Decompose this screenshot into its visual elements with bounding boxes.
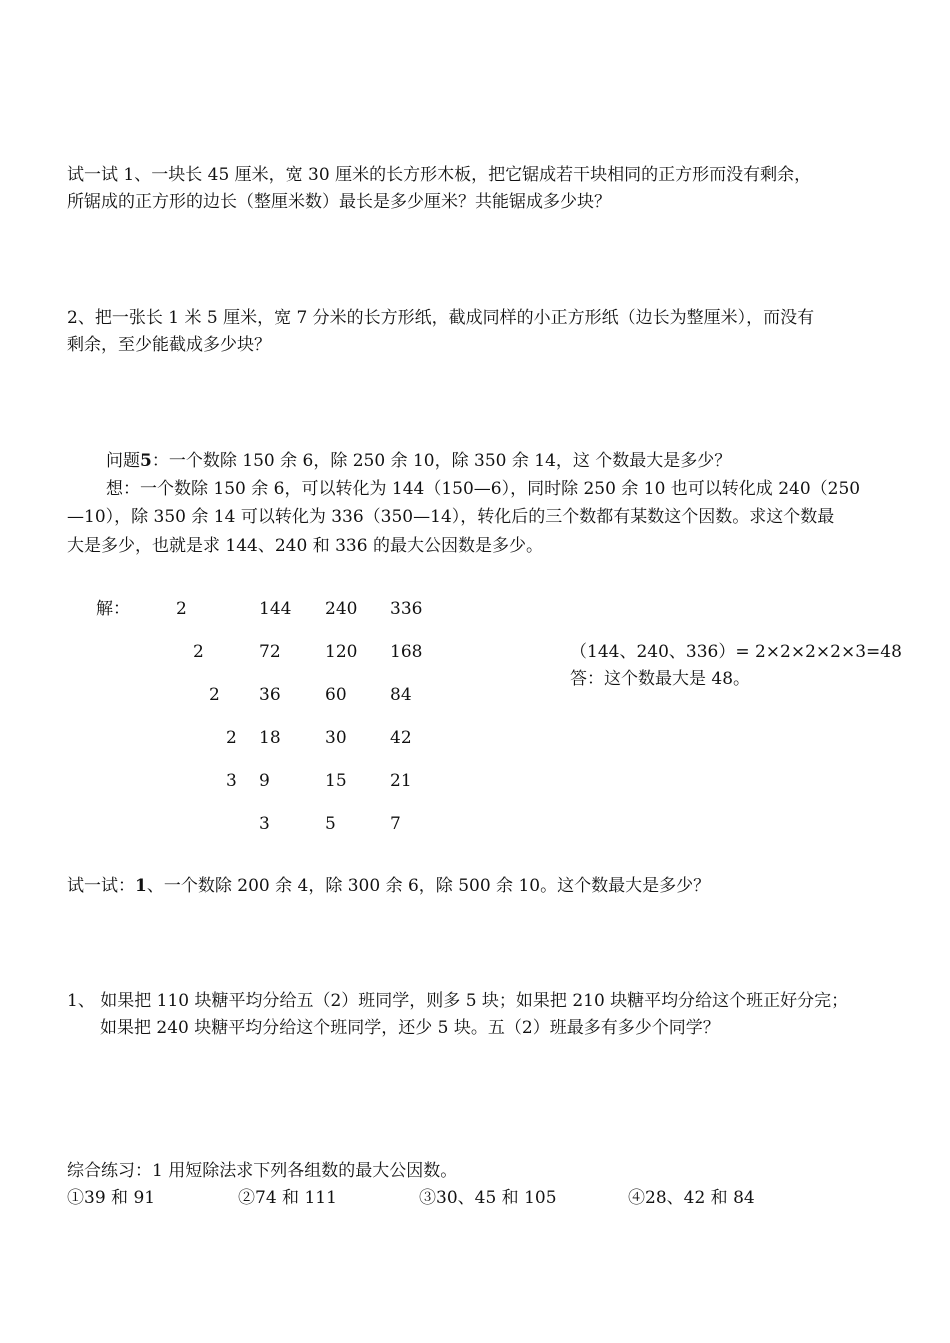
quotient-cell: 5 — [325, 814, 336, 834]
solution-answer: 答：这个数最大是 48。 — [570, 669, 751, 689]
quotient-cell: 168 — [390, 642, 423, 662]
quotient-cell: 240 — [325, 599, 358, 619]
quotient-cell: 60 — [325, 685, 347, 705]
quotient-cell: 36 — [259, 685, 281, 705]
practice-item: ④28、42 和 84 — [628, 1188, 755, 1208]
exercise2-line1: 2、把一张长 1 米 5 厘米，宽 7 分米的长方形纸，截成同样的小正方形纸（边长为整厘米），而没有 — [67, 308, 815, 328]
problem5-number: 5 — [140, 451, 152, 471]
quotient-cell: 84 — [390, 685, 412, 705]
exercise1-line1: 试一试 1、一块长 45 厘米，宽 30 厘米的长方形木板，把它锯成若干块相同的正方形而没有剩余， — [67, 165, 812, 185]
quotient-cell: 21 — [390, 771, 412, 791]
problem5-think-line1: 想：一个数除 150 余 6，可以转化为 144（150—6），同时除 250 余 10 也可以转化成 240（250 — [106, 479, 861, 499]
divisor: 2 — [193, 642, 204, 662]
solution-label: 解： — [96, 599, 130, 619]
problem5-question — [106, 450, 731, 472]
practice-item: ③30、45 和 105 — [419, 1188, 557, 1208]
solution-result: （144、240、336）= 2×2×2×2×3=48 — [570, 642, 902, 662]
problem5-text: ：一个数除 150 余 6，除 250 余 10，除 350 余 14，这 个数最大是多少？ — [151, 451, 732, 471]
divisor: 2 — [226, 728, 237, 748]
quotient-cell: 15 — [325, 771, 347, 791]
practice-item: ②74 和 111 — [238, 1188, 337, 1208]
quotient-cell: 30 — [325, 728, 347, 748]
exercise2-line2: 剩余，至少能截成多少块？ — [67, 335, 271, 355]
try2-number: 1 — [135, 876, 147, 896]
problem5-think-line2: —10），除 350 余 14 可以转化为 336（350—14），转化后的三个数都有某数这个因数。求这个数最 — [67, 507, 835, 527]
quotient-cell: 120 — [325, 642, 358, 662]
exercise1-line2: 所锯成的正方形的边长（整厘米数）最长是多少厘米？共能锯成多少块？ — [67, 192, 611, 212]
practice-item: ①39 和 91 — [67, 1188, 156, 1208]
candy-line2: 如果把 240 块糖平均分给这个班同学，还少 5 块。五（2）班最多有多少个同学？ — [100, 1018, 720, 1038]
quotient-cell: 336 — [390, 599, 423, 619]
practice-title: 综合练习：1 用短除法求下列各组数的最大公因数。 — [67, 1161, 458, 1181]
divisor: 2 — [176, 599, 187, 619]
divisor: 2 — [209, 685, 220, 705]
quotient-cell: 42 — [390, 728, 412, 748]
problem5-think-line3: 大是多少，也就是求 144、240 和 336 的最大公因数是多少。 — [67, 536, 543, 556]
quotient-cell: 144 — [259, 599, 292, 619]
candy-line1: 1、 如果把 110 块糖平均分给五（2）班同学，则多 5 块；如果把 210 块糖平均分给这个班正好分完； — [67, 991, 849, 1011]
quotient-cell: 7 — [390, 814, 401, 834]
problem5-label: 问题 — [106, 451, 140, 471]
divisor: 3 — [226, 771, 237, 791]
quotient-cell: 18 — [259, 728, 281, 748]
try2-prefix: 试一试： — [67, 876, 135, 896]
try2-text: 、一个数除 200 余 4，除 300 余 6，除 500 余 10。这个数最大是多少？ — [146, 876, 711, 896]
quotient-cell: 72 — [259, 642, 281, 662]
quotient-cell: 3 — [259, 814, 270, 834]
try2-question — [67, 875, 710, 897]
quotient-cell: 9 — [259, 771, 270, 791]
